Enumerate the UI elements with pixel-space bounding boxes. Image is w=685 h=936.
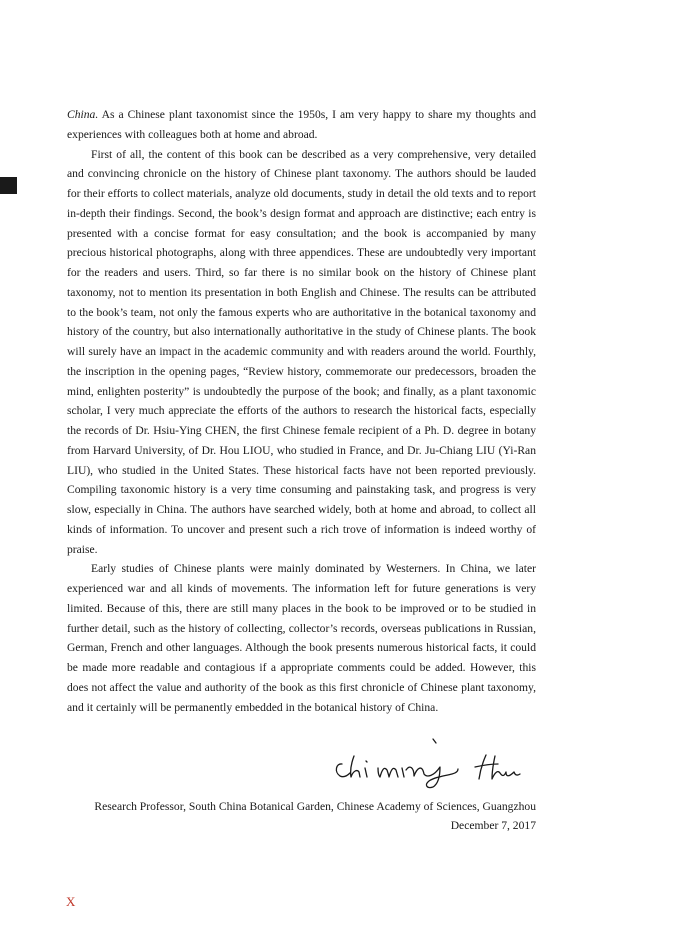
paragraph-1-lead: China. [67,108,99,121]
paragraph-3: Early studies of Chinese plants were mainly dominated by Westerners. In China, we later experienced war and all kinds of movements. The information left for future generations is very limited. Because of this, there are still many places in the book to be improved or to be studied in further detail, such as the history of collecting, collector’s records, overseas publications in Russian, German, French and other languages. Although the book presents numerous historical facts, it could be made more readable and contagious if a appropriate comments could be added. However, this does not affect the value and authority of the book as this first chronicle of Chinese plant taxonomy, and it certainly will be permanently embedded in the botanical history of China. [67,562,536,714]
handwritten-signature [332,734,532,790]
paragraph-1-text: As a Chinese plant taxonomist since the 1950s, I am very happy to share my thoughts and experiences with colleagues both at home and abroad. [67,108,536,141]
author-affiliation: Research Professor, South China Botanical Garden, Chinese Academy of Sciences, Guangzhou [94,800,536,813]
side-thumb-tab [0,177,17,194]
page-number: X [66,894,76,909]
signature-date: December 7, 2017 [450,819,536,832]
paragraph-1 [67,105,536,145]
preface-body [67,105,536,717]
paragraph-2: First of all, the content of this book can be described as a very comprehensive, very detailed and convincing chronicle on the history of Chinese plant taxonomy. The authors should be lauded for their efforts to collect materials, analyze old documents, study in detail the old texts and to report in-depth their findings. Second, the book’s design format and approach are distinctive; each entry is presented with a concise format for easy consultation; and the book is accompanied by many precious historical photographs, along with three appendices. These are undoubtedly very important for the readers and users. Third, so far there is no similar book on the history of Chinese plant taxonomy, not to mention its presentation in both English and Chinese. The results can be attributed to the book’s team, not only the famous experts who are authoritative in the botanical taxonomy and history of the country, but also internationally authoritative in the study of Chinese plants. The book will surely have an impact in the academic community and with readers around the world. Fourthly, the inscription in the opening pages, “Review history, commemorate our predecessors, broaden the mind, enlighten posterity” is undoubtedly the purpose of the book; and finally, as a plant taxonomic scholar, I very much appreciate the efforts of the authors to research the historical facts, especially the records of Dr. Hsiu-Ying CHEN, the first Chinese female recipient of a Ph. D. degree in botany from Harvard University, of Dr. Hou LIOU, who studied in France, and Dr. Ju-Chiang LIU (Yi-Ran LIU), who studied in the United States. These historical facts have not been reported previously. Compiling taxonomic history is a very time consuming and painstaking task, and progress is very slow, especially in China. The authors have searched widely, both at home and abroad, to collect all kinds of information. To uncover and present such a rich trove of information is indeed worthy of praise. [67,147,536,556]
